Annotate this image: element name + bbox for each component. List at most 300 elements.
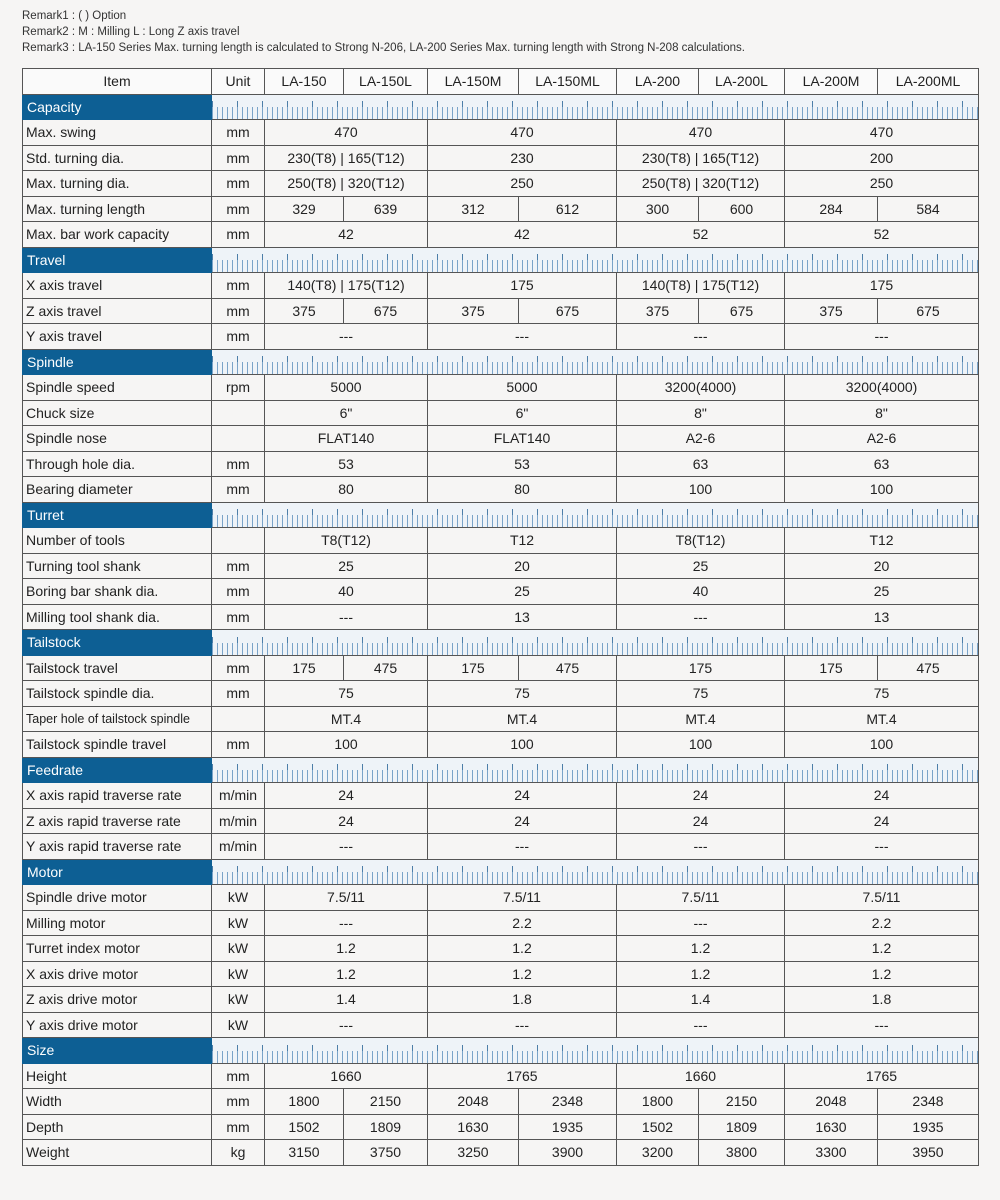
spec-label: Spindle drive motor [23, 885, 212, 911]
spec-value: 20 [785, 553, 979, 579]
spec-value: 2048 [428, 1089, 519, 1115]
spec-unit: mm [212, 273, 265, 299]
spec-value: 24 [785, 783, 979, 809]
spec-label: Depth [23, 1114, 212, 1140]
spec-value: 2150 [699, 1089, 785, 1115]
spec-row [23, 1012, 979, 1038]
spec-value: MT.4 [265, 706, 428, 732]
spec-value: A2-6 [617, 426, 785, 452]
spec-value: 42 [265, 222, 428, 248]
spec-unit: kW [212, 910, 265, 936]
section-header [23, 1038, 979, 1064]
spec-label: Max. turning length [23, 196, 212, 222]
section-ruler-decoration [212, 859, 979, 885]
remarks [22, 8, 745, 56]
spec-unit [212, 528, 265, 554]
spec-row [23, 808, 979, 834]
spec-value: 8" [617, 400, 785, 426]
spec-row [23, 145, 979, 171]
spec-value: --- [428, 1012, 617, 1038]
spec-value: 284 [785, 196, 878, 222]
spec-value: 1660 [617, 1063, 785, 1089]
section-title: Size [23, 1038, 212, 1064]
spec-value: 80 [428, 477, 617, 503]
spec-value: 250 [785, 171, 979, 197]
spec-value: 1630 [785, 1114, 878, 1140]
spec-value: 2048 [785, 1089, 878, 1115]
spec-value: 100 [428, 732, 617, 758]
header-model: LA-200 [617, 69, 699, 95]
spec-value: 175 [785, 273, 979, 299]
spec-value: 42 [428, 222, 617, 248]
spec-value: 3200(4000) [785, 375, 979, 401]
section-ruler-decoration [212, 757, 979, 783]
spec-row [23, 1089, 979, 1115]
spec-value: 470 [428, 120, 617, 146]
remark-1: Remark1 : ( ) Option [22, 10, 127, 22]
spec-value: --- [785, 1012, 979, 1038]
spec-row [23, 655, 979, 681]
spec-value: 1800 [265, 1089, 344, 1115]
spec-value: 475 [344, 655, 428, 681]
spec-value: 24 [617, 783, 785, 809]
header-model: LA-200M [785, 69, 878, 95]
spec-row [23, 477, 979, 503]
spec-value: 1809 [699, 1114, 785, 1140]
spec-value: 1502 [265, 1114, 344, 1140]
spec-value: 475 [878, 655, 979, 681]
spec-value: 75 [428, 681, 617, 707]
spec-unit: kW [212, 936, 265, 962]
spec-value: 100 [617, 732, 785, 758]
spec-value: 675 [699, 298, 785, 324]
spec-unit: mm [212, 196, 265, 222]
spec-value: 375 [428, 298, 519, 324]
spec-value: 3250 [428, 1140, 519, 1166]
spec-value: --- [428, 324, 617, 350]
header-item: Item [23, 69, 212, 95]
spec-value: 3950 [878, 1140, 979, 1166]
spec-row [23, 732, 979, 758]
section-title: Motor [23, 859, 212, 885]
spec-label: Tailstock spindle dia. [23, 681, 212, 707]
spec-value: 329 [265, 196, 344, 222]
spec-value: 52 [617, 222, 785, 248]
spec-label: Y axis drive motor [23, 1012, 212, 1038]
spec-row [23, 1114, 979, 1140]
spec-value: 25 [428, 579, 617, 605]
spec-value: --- [265, 604, 428, 630]
spec-value: 300 [617, 196, 699, 222]
spec-value: 1800 [617, 1089, 699, 1115]
header-model: LA-150M [428, 69, 519, 95]
spec-unit [212, 706, 265, 732]
spec-value: 24 [617, 808, 785, 834]
spec-value: 1809 [344, 1114, 428, 1140]
spec-value: 5000 [428, 375, 617, 401]
spec-value: 250(T8) | 320(T12) [265, 171, 428, 197]
spec-label: Height [23, 1063, 212, 1089]
spec-value: --- [617, 604, 785, 630]
spec-value: 1765 [785, 1063, 979, 1089]
spec-value: 7.5/11 [617, 885, 785, 911]
section-title: Turret [23, 502, 212, 528]
spec-value: 13 [428, 604, 617, 630]
spec-value: 7.5/11 [785, 885, 979, 911]
spec-value: 375 [617, 298, 699, 324]
spec-value: 2.2 [428, 910, 617, 936]
spec-unit: mm [212, 222, 265, 248]
spec-value: 470 [617, 120, 785, 146]
spec-row [23, 196, 979, 222]
spec-unit: mm [212, 1063, 265, 1089]
spec-unit: mm [212, 732, 265, 758]
spec-value: 3300 [785, 1140, 878, 1166]
spec-value: 250(T8) | 320(T12) [617, 171, 785, 197]
spec-label: Taper hole of tailstock spindle [23, 706, 212, 732]
spec-row [23, 451, 979, 477]
spec-unit: mm [212, 553, 265, 579]
spec-value: 7.5/11 [265, 885, 428, 911]
spec-value: 2150 [344, 1089, 428, 1115]
spec-value: 24 [265, 783, 428, 809]
spec-value: 470 [265, 120, 428, 146]
spec-value: 3200(4000) [617, 375, 785, 401]
spec-value: 75 [617, 681, 785, 707]
spec-value: 375 [265, 298, 344, 324]
spec-label: X axis rapid traverse rate [23, 783, 212, 809]
section-ruler-decoration [212, 502, 979, 528]
spec-value: 1.2 [428, 936, 617, 962]
spec-value: 53 [428, 451, 617, 477]
spec-unit: kW [212, 987, 265, 1013]
spec-value: 100 [617, 477, 785, 503]
spec-unit: mm [212, 324, 265, 350]
spec-value: --- [785, 324, 979, 350]
spec-unit: mm [212, 451, 265, 477]
spec-table [22, 68, 979, 1166]
spec-value: 230(T8) | 165(T12) [617, 145, 785, 171]
spec-label: Through hole dia. [23, 451, 212, 477]
spec-label: Y axis rapid traverse rate [23, 834, 212, 860]
section-ruler-decoration [212, 349, 979, 375]
spec-unit: kW [212, 961, 265, 987]
spec-value: 8" [785, 400, 979, 426]
spec-value: 1.8 [428, 987, 617, 1013]
spec-unit: mm [212, 655, 265, 681]
spec-unit: mm [212, 604, 265, 630]
spec-label: Std. turning dia. [23, 145, 212, 171]
spec-value: --- [265, 324, 428, 350]
spec-label: Turret index motor [23, 936, 212, 962]
spec-value: 175 [265, 655, 344, 681]
spec-value: 100 [785, 477, 979, 503]
spec-label: Number of tools [23, 528, 212, 554]
spec-unit: mm [212, 579, 265, 605]
remark-2: Remark2 : M : Milling L : Long Z axis travel [22, 26, 240, 38]
section-header [23, 94, 979, 120]
spec-value: 1.4 [265, 987, 428, 1013]
spec-label: Turning tool shank [23, 553, 212, 579]
spec-value: --- [785, 834, 979, 860]
section-header [23, 247, 979, 273]
spec-unit: m/min [212, 808, 265, 834]
spec-value: T12 [428, 528, 617, 554]
spec-value: 1.2 [265, 936, 428, 962]
spec-value: --- [617, 324, 785, 350]
section-title: Capacity [23, 94, 212, 120]
spec-value: 639 [344, 196, 428, 222]
spec-label: Z axis travel [23, 298, 212, 324]
spec-value: 375 [785, 298, 878, 324]
spec-value: 175 [428, 655, 519, 681]
spec-value: 63 [617, 451, 785, 477]
spec-value: 1935 [519, 1114, 617, 1140]
section-ruler-decoration [212, 247, 979, 273]
spec-row [23, 528, 979, 554]
header-row [23, 69, 979, 95]
section-title: Spindle [23, 349, 212, 375]
spec-value: 470 [785, 120, 979, 146]
spec-value: --- [428, 834, 617, 860]
spec-row [23, 273, 979, 299]
spec-value: 3800 [699, 1140, 785, 1166]
spec-value: T8(T12) [617, 528, 785, 554]
spec-value: 1765 [428, 1063, 617, 1089]
spec-value: 1630 [428, 1114, 519, 1140]
spec-value: 612 [519, 196, 617, 222]
spec-unit: kW [212, 885, 265, 911]
spec-label: Boring bar shank dia. [23, 579, 212, 605]
spec-row [23, 222, 979, 248]
spec-label: Y axis travel [23, 324, 212, 350]
spec-label: Weight [23, 1140, 212, 1166]
section-ruler-decoration [212, 94, 979, 120]
spec-value: 3200 [617, 1140, 699, 1166]
spec-value: 1.2 [617, 936, 785, 962]
spec-unit: m/min [212, 834, 265, 860]
spec-value: --- [617, 910, 785, 936]
section-title: Feedrate [23, 757, 212, 783]
section-ruler-decoration [212, 1038, 979, 1064]
spec-row [23, 579, 979, 605]
spec-value: 600 [699, 196, 785, 222]
header-model: LA-150 [265, 69, 344, 95]
section-header [23, 757, 979, 783]
spec-value: T8(T12) [265, 528, 428, 554]
spec-value: MT.4 [428, 706, 617, 732]
spec-label: Milling tool shank dia. [23, 604, 212, 630]
spec-value: 1.8 [785, 987, 979, 1013]
spec-row [23, 987, 979, 1013]
spec-value: 584 [878, 196, 979, 222]
spec-value: 5000 [265, 375, 428, 401]
spec-label: Z axis drive motor [23, 987, 212, 1013]
spec-value: 40 [617, 579, 785, 605]
section-title: Tailstock [23, 630, 212, 656]
spec-value: 24 [785, 808, 979, 834]
spec-unit: kg [212, 1140, 265, 1166]
spec-row [23, 426, 979, 452]
remark-3: Remark3 : LA-150 Series Max. turning length is calculated to Strong N-206, LA-200 Series Max. turning length with Strong N-208 calculations. [22, 42, 745, 54]
spec-value: 175 [617, 655, 785, 681]
spec-label: Spindle speed [23, 375, 212, 401]
spec-value: 7.5/11 [428, 885, 617, 911]
spec-unit: kW [212, 1012, 265, 1038]
spec-unit: mm [212, 477, 265, 503]
spec-value: 75 [785, 681, 979, 707]
spec-value: T12 [785, 528, 979, 554]
spec-value: 1502 [617, 1114, 699, 1140]
spec-value: 75 [265, 681, 428, 707]
spec-unit: rpm [212, 375, 265, 401]
spec-value: MT.4 [617, 706, 785, 732]
spec-label: Bearing diameter [23, 477, 212, 503]
spec-value: 675 [878, 298, 979, 324]
spec-row [23, 553, 979, 579]
spec-row [23, 910, 979, 936]
spec-value: --- [265, 834, 428, 860]
spec-label: Chuck size [23, 400, 212, 426]
spec-value: 24 [428, 808, 617, 834]
section-title: Travel [23, 247, 212, 273]
spec-value: 3750 [344, 1140, 428, 1166]
spec-label: Z axis rapid traverse rate [23, 808, 212, 834]
spec-unit: mm [212, 1114, 265, 1140]
section-header [23, 502, 979, 528]
spec-unit: mm [212, 298, 265, 324]
spec-unit: m/min [212, 783, 265, 809]
spec-value: 25 [617, 553, 785, 579]
spec-row [23, 375, 979, 401]
spec-label: Max. bar work capacity [23, 222, 212, 248]
spec-value: 6" [428, 400, 617, 426]
spec-row [23, 706, 979, 732]
spec-value: 1935 [878, 1114, 979, 1140]
spec-row [23, 961, 979, 987]
spec-label: X axis travel [23, 273, 212, 299]
spec-row [23, 681, 979, 707]
header-model: LA-200L [699, 69, 785, 95]
spec-value: 3150 [265, 1140, 344, 1166]
spec-value: 1660 [265, 1063, 428, 1089]
spec-row [23, 885, 979, 911]
spec-value: 52 [785, 222, 979, 248]
spec-row [23, 324, 979, 350]
spec-value: 80 [265, 477, 428, 503]
spec-value: 250 [428, 171, 617, 197]
spec-value: FLAT140 [428, 426, 617, 452]
spec-row [23, 834, 979, 860]
spec-value: 13 [785, 604, 979, 630]
spec-label: Width [23, 1089, 212, 1115]
spec-label: Tailstock travel [23, 655, 212, 681]
spec-value: 1.2 [428, 961, 617, 987]
spec-value: 1.2 [785, 936, 979, 962]
spec-value: 230(T8) | 165(T12) [265, 145, 428, 171]
spec-value: 312 [428, 196, 519, 222]
spec-label: Milling motor [23, 910, 212, 936]
section-header [23, 630, 979, 656]
spec-value: 675 [344, 298, 428, 324]
spec-row [23, 400, 979, 426]
spec-value: --- [265, 910, 428, 936]
spec-value: 25 [785, 579, 979, 605]
spec-value: --- [617, 834, 785, 860]
spec-unit: mm [212, 1089, 265, 1115]
header-unit: Unit [212, 69, 265, 95]
header-model: LA-150L [344, 69, 428, 95]
spec-row [23, 298, 979, 324]
section-header [23, 859, 979, 885]
spec-row [23, 171, 979, 197]
header-model: LA-150ML [519, 69, 617, 95]
spec-value: --- [265, 1012, 428, 1038]
spec-value: 24 [428, 783, 617, 809]
spec-value: 100 [785, 732, 979, 758]
spec-row [23, 1140, 979, 1166]
spec-value: 2348 [519, 1089, 617, 1115]
spec-value: 3900 [519, 1140, 617, 1166]
spec-body [23, 94, 979, 1165]
spec-value: 100 [265, 732, 428, 758]
spec-row [23, 783, 979, 809]
spec-label: X axis drive motor [23, 961, 212, 987]
spec-label: Max. swing [23, 120, 212, 146]
spec-value: --- [617, 1012, 785, 1038]
spec-value: 200 [785, 145, 979, 171]
spec-value: 63 [785, 451, 979, 477]
spec-value: 6" [265, 400, 428, 426]
spec-unit: mm [212, 145, 265, 171]
spec-value: A2-6 [785, 426, 979, 452]
section-ruler-decoration [212, 630, 979, 656]
spec-value: 1.4 [617, 987, 785, 1013]
spec-value: 53 [265, 451, 428, 477]
spec-value: 675 [519, 298, 617, 324]
spec-label: Max. turning dia. [23, 171, 212, 197]
spec-value: 175 [428, 273, 617, 299]
section-header [23, 349, 979, 375]
spec-unit: mm [212, 681, 265, 707]
spec-unit [212, 426, 265, 452]
spec-value: 230 [428, 145, 617, 171]
spec-value: 1.2 [617, 961, 785, 987]
spec-value: 40 [265, 579, 428, 605]
spec-value: 2.2 [785, 910, 979, 936]
spec-value: 1.2 [785, 961, 979, 987]
spec-label: Tailstock spindle travel [23, 732, 212, 758]
spec-value: 20 [428, 553, 617, 579]
spec-value: 175 [785, 655, 878, 681]
spec-value: MT.4 [785, 706, 979, 732]
spec-row [23, 936, 979, 962]
spec-row [23, 120, 979, 146]
spec-unit: mm [212, 171, 265, 197]
spec-row [23, 604, 979, 630]
spec-unit [212, 400, 265, 426]
spec-value: 24 [265, 808, 428, 834]
spec-row [23, 1063, 979, 1089]
spec-value: FLAT140 [265, 426, 428, 452]
spec-value: 25 [265, 553, 428, 579]
spec-value: 140(T8) | 175(T12) [265, 273, 428, 299]
spec-value: 140(T8) | 175(T12) [617, 273, 785, 299]
spec-value: 1.2 [265, 961, 428, 987]
spec-label: Spindle nose [23, 426, 212, 452]
spec-value: 475 [519, 655, 617, 681]
header-model: LA-200ML [878, 69, 979, 95]
